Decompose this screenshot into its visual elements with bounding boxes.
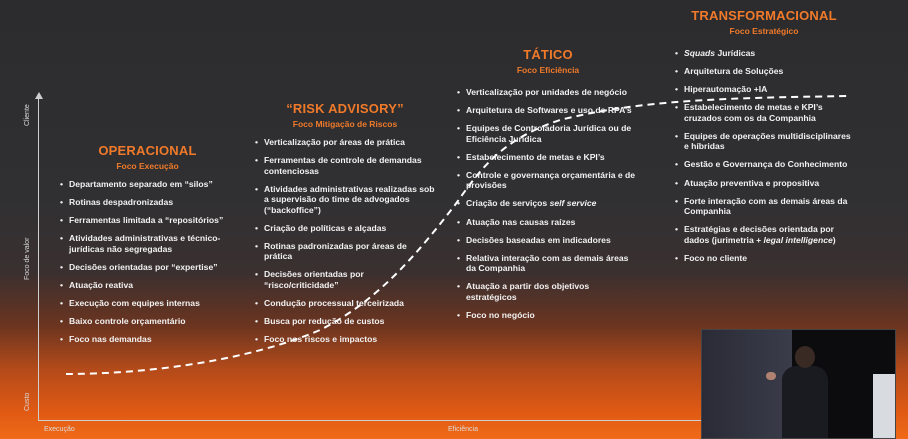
x-axis-label-left: Execução xyxy=(44,426,75,433)
list-item: • Ferramentas de controle de demandas contenciosas xyxy=(255,155,435,176)
column-title: “RISK ADVISORY” xyxy=(286,101,404,116)
column-title: TÁTICO xyxy=(523,47,573,62)
y-axis-label-top: Cliente xyxy=(24,104,31,126)
column-tatico xyxy=(457,47,639,328)
list-item xyxy=(675,224,853,245)
column-subtitle: Foco Mitigação de Riscos xyxy=(292,119,398,129)
list-item: • Criação de políticas e alçadas xyxy=(255,223,435,234)
list-item: • Atuação nas causas raízes xyxy=(457,217,639,228)
list-item: • Atuação preventiva e propositiva xyxy=(675,178,853,189)
item-text: ) xyxy=(832,234,836,245)
list-item: • Decisões orientadas por “risco/criticidade” xyxy=(255,269,435,290)
list-item: • Forte interação com as demais áreas da Companhia xyxy=(675,196,853,217)
speaker-body xyxy=(782,366,828,438)
list-item: • Ferramentas limitada a “repositórios” xyxy=(60,215,235,226)
list-item: • Decisões baseadas em indicadores xyxy=(457,235,639,246)
list-item: • Busca por redução de custos xyxy=(255,316,435,327)
list-item: • Arquitetura de Soluções xyxy=(675,66,853,77)
column-subtitle: Foco Execução xyxy=(116,161,179,171)
video-stage-panel xyxy=(873,374,895,438)
column-subtitle: Foco Estratégico xyxy=(729,26,799,36)
item-italic-text: self service xyxy=(549,198,597,209)
list-item: • Baixo controle orçamentário xyxy=(60,316,235,327)
item-text: Criação de serviços xyxy=(466,198,550,209)
list-item: • Atuação a partir dos objetivos estratégicos xyxy=(457,281,639,302)
list-item: • Gestão e Governança do Conhecimento xyxy=(675,159,853,170)
column-subtitle: Foco Eficiência xyxy=(516,65,580,75)
column-transformacional xyxy=(675,8,853,271)
list-item: • Foco nos riscos e impactos xyxy=(255,334,435,345)
list-item: • Arquitetura de Softwares e uso de RPA’s xyxy=(457,105,639,116)
y-axis-label-bottom: Custo xyxy=(24,392,31,411)
list-item xyxy=(675,48,853,59)
list-item: • Atuação reativa xyxy=(60,280,235,291)
list-item: • Foco nas demandas xyxy=(60,334,235,345)
list-item: • Estabelecimento de metas e KPI’s cruzados com os da Companhia xyxy=(675,102,853,123)
x-axis-label-mid: Eficiência xyxy=(448,426,478,433)
list-item xyxy=(457,198,639,209)
column-risk-advisory xyxy=(255,101,435,352)
list-item: • Atividades administrativas e técnico-jurídicas não segregadas xyxy=(60,233,235,254)
list-item: • Controle e governança orçamentária e de provisões xyxy=(457,170,639,191)
list-item: • Foco no cliente xyxy=(675,253,853,264)
item-italic-text: Squads xyxy=(684,48,716,58)
list-item: • Condução processual terceirizada xyxy=(255,298,435,309)
list-item: • Rotinas padronizadas por áreas de prática xyxy=(255,241,435,262)
list-item: • Equipes de operações multidisciplinares e híbridas xyxy=(675,131,853,152)
list-item: • Departamento separado em “silos” xyxy=(60,179,235,190)
speaker-head xyxy=(795,346,815,368)
column-title: OPERACIONAL xyxy=(98,143,197,158)
list-item: • Rotinas despadronizadas xyxy=(60,197,235,208)
list-item: • Hiperautomação +IA xyxy=(675,84,853,95)
video-background-wall xyxy=(702,330,792,438)
list-item: • Estabelecimento de metas e KPI’s xyxy=(457,152,639,163)
list-item: • Foco no negócio xyxy=(457,310,639,321)
list-item: • Verticalização por áreas de prática xyxy=(255,137,435,148)
list-item: • Equipes de Controladoria Jurídica ou de Eficiência Jurídica xyxy=(457,123,639,144)
list-item: • Relativa interação com as demais áreas da Companhia xyxy=(457,253,639,274)
column-operacional xyxy=(60,143,235,352)
column-title: TRANSFORMACIONAL xyxy=(691,8,837,23)
list-item: • Atividades administrativas realizadas sob a supervisão do time de advogados (“backoffice”) xyxy=(255,184,435,216)
list-item: • Decisões orientadas por “expertise” xyxy=(60,262,235,273)
list-item: • Execução com equipes internas xyxy=(60,298,235,309)
list-item: • Verticalização por unidades de negócio xyxy=(457,87,639,98)
speaker-video-feed xyxy=(701,329,896,439)
speaker-hand xyxy=(766,372,776,380)
item-italic-text: legal intelligence xyxy=(763,234,833,245)
item-text: Estratégias e decisões orientada por dados (jurimetria + xyxy=(684,224,834,245)
y-axis-label-mid: Foco de valor xyxy=(24,237,31,280)
item-text: Jurídicas xyxy=(717,48,756,58)
